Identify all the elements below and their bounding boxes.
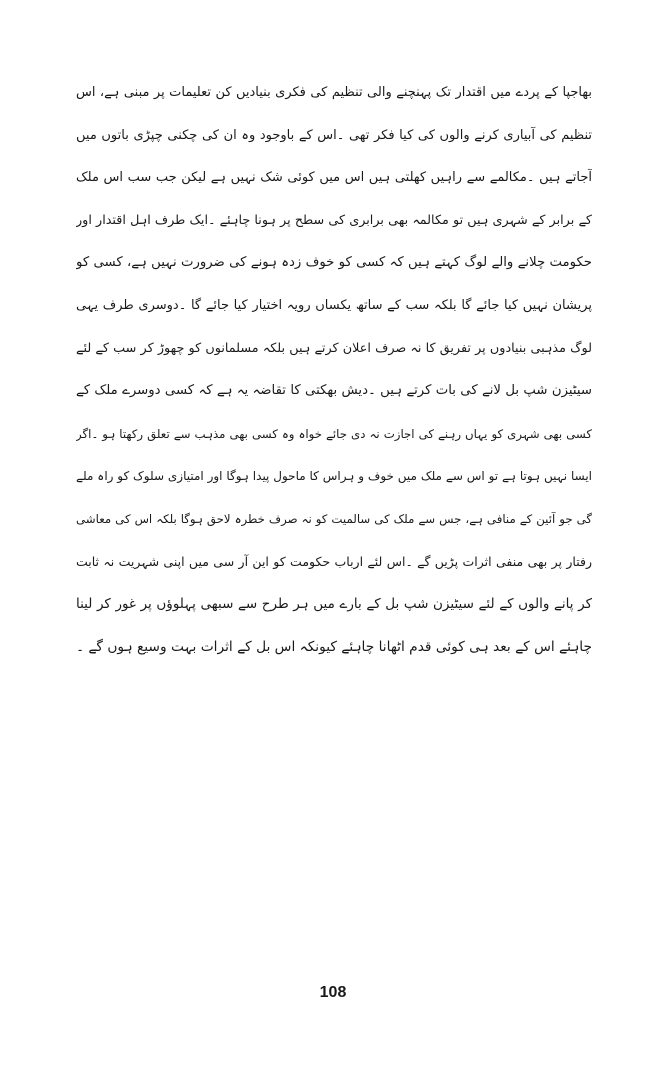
text-line: کر پانے والوں کے لئے سیٹیزن شپ بل کے بارے میں ہر طرح سے سبھی پہلوؤں پر غور کر لینا: [76, 596, 592, 613]
text-line: رفتار پر بھی منفی اثرات پڑیں گے ۔اس لئے ارباب حکومت کو این آر سی میں اپنی شہریت نہ ثابت: [76, 553, 592, 569]
text-line: کے برابر کے شہری ہیں تو مکالمہ بھی برابری کی سطح پر ہونا چاہئے ۔ایک طرف اہل اقتدار اور: [76, 212, 592, 228]
text-line: حکومت چلانے والے لوگ کہتے ہیں کہ کسی کو خوف زدہ ہونے کی ضرورت نہیں ہے، کسی کو: [76, 255, 592, 271]
text-line: چاہئے اس کے بعد ہی کوئی قدم اٹھانا چاہئے کیونکہ اس بل کے اثرات بہت وسیع ہوں گے ۔: [76, 638, 592, 655]
text-line: لوگ مذہبی بنیادوں پر تفریق کا نہ صرف اعلان کرتے ہیں بلکہ مسلمانوں کو چھوڑ کر سب کے لئے: [76, 340, 592, 356]
text-line: کسی بھی شہری کو یہاں رہنے کی اجازت نہ دی جائے خواہ وہ کسی بھی مذہب سے تعلق رکھتا ہو ۔اگر: [76, 426, 592, 441]
text-line: تنظیم کی آبیاری کرنے والوں کی کیا فکر تھی ۔اس کے باوجود وہ ان کی چکنی چپڑی باتوں میں: [76, 127, 592, 143]
page-number: 108: [319, 984, 347, 1001]
text-line: گی جو آئین کے منافی ہے، جس سے ملک کی سالمیت کو نہ صرف خطرہ لاحق ہوگا بلکہ اس کی معاشی: [76, 511, 592, 526]
text-line: آجاتے ہیں ۔مکالمے سے راہیں کھلتی ہیں اس میں کوئی شک نہیں ہے لیکن جب سب اس ملک: [76, 170, 592, 186]
text-line: بھاجپا کے پردے میں اقتدار تک پہنچنے والی تنظیم کی فکری بنیادیں کن تعلیمات پر مبنی ہے، اس: [76, 85, 592, 100]
text-line: سیٹیزن شپ بل لانے کی بات کرتے ہیں ۔دیش بھکتی کا تقاضہ یہ ہے کہ کسی دوسرے ملک کے: [76, 383, 592, 399]
text-line: پریشان نہیں کیا جائے گا بلکہ سب کے ساتھ یکساں رویہ اختیار کیا جائے گا ۔دوسری طرف یہی: [76, 297, 592, 313]
body-text: [76, 72, 592, 668]
text-line: ایسا نہیں ہوتا ہے تو اس سے ملک میں خوف و ہراس کا ماحول پیدا ہوگا اور امتیازی سلوک کو راہ ملے: [76, 469, 592, 484]
